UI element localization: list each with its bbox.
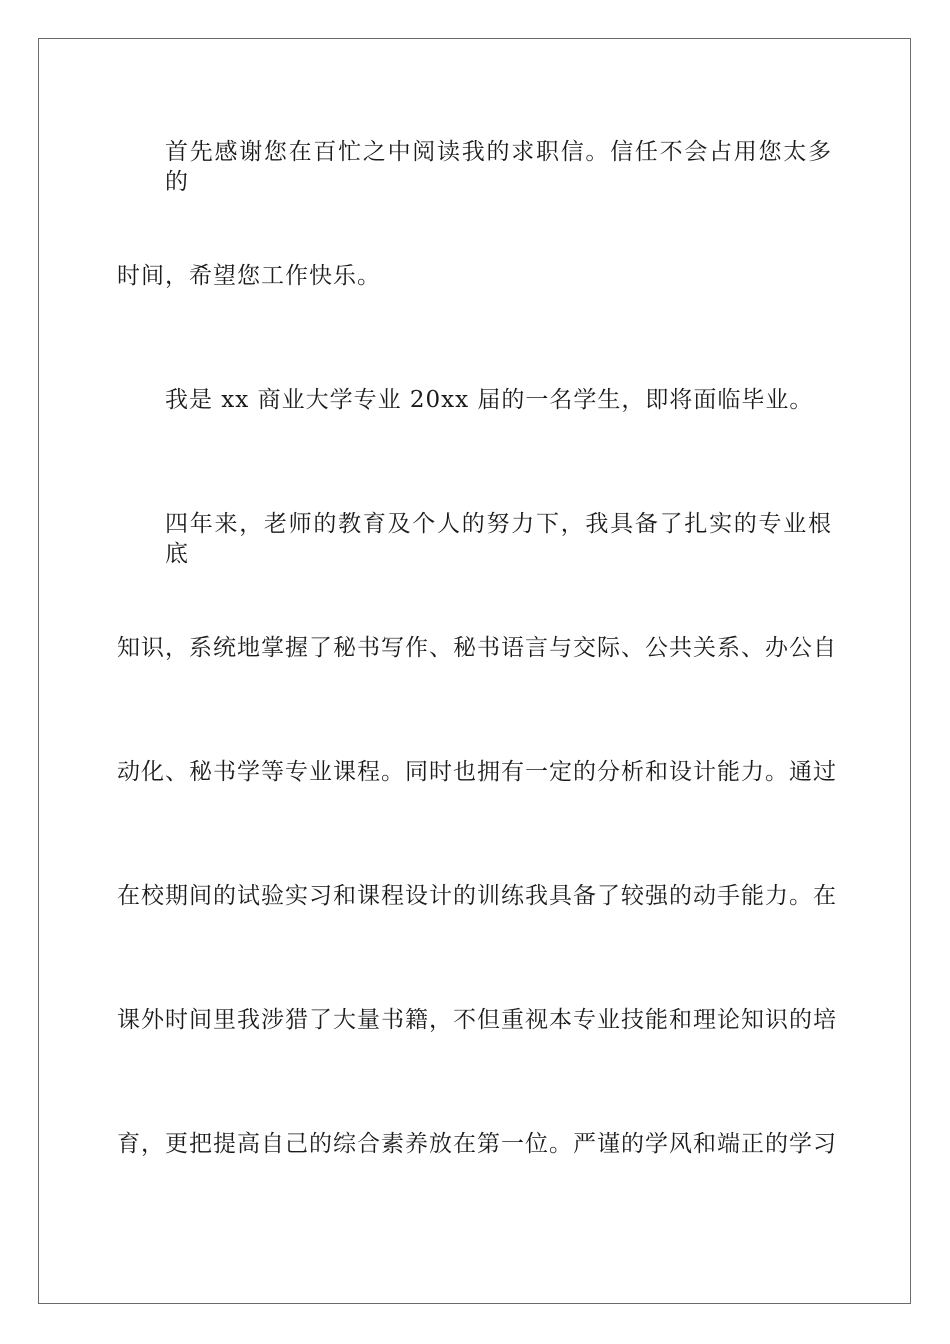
page-border xyxy=(38,38,911,1304)
paragraph-3-line-2: 知识，系统地掌握了秘书写作、秘书语言与交际、公共关系、办公自 xyxy=(117,635,837,661)
paragraph-3-line-1: 四年来，老师的教育及个人的努力下，我具备了扎实的专业根底 xyxy=(165,511,832,567)
paragraph-1-line-1: 首先感谢您在百忙之中阅读我的求职信。信任不会占用您太多的 xyxy=(165,139,832,195)
paragraph-3-line-4: 在校期间的试验实习和课程设计的训练我具备了较强的动手能力。在 xyxy=(117,883,837,909)
paragraph-3-line-6: 育，更把提高自己的综合素养放在第一位。严谨的学风和端正的学习 xyxy=(117,1131,837,1157)
paragraph-2-line-1: 我是 xx 商业大学专业 20xx 届的一名学生，即将面临毕业。 xyxy=(165,387,814,413)
paragraph-1-line-2: 时间，希望您工作快乐。 xyxy=(117,263,381,289)
paragraph-3-line-5: 课外时间里我涉猎了大量书籍，不但重视本专业技能和理论知识的培 xyxy=(117,1007,837,1033)
paragraph-3-line-3: 动化、秘书学等专业课程。同时也拥有一定的分析和设计能力。通过 xyxy=(117,759,837,785)
